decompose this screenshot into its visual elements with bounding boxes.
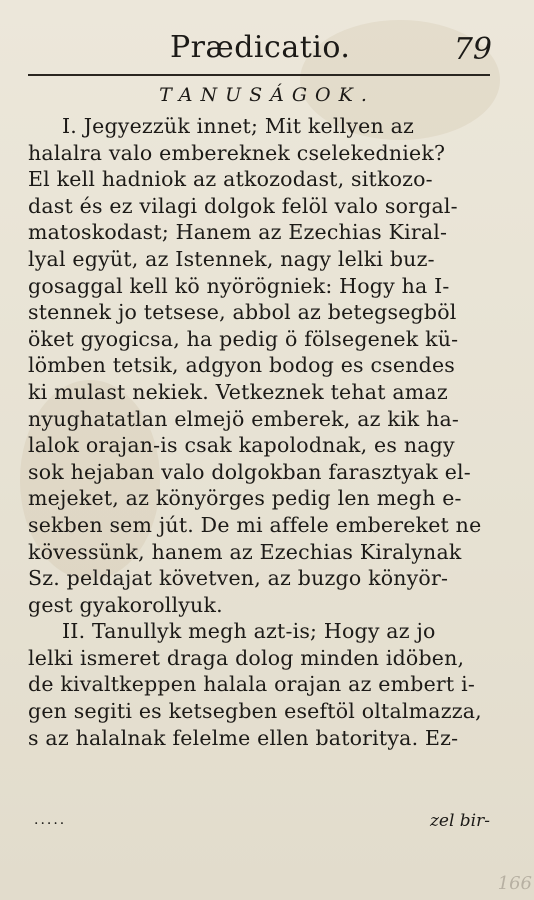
page-number: 79	[453, 32, 492, 67]
margin-note: 166	[497, 873, 532, 894]
text-line: lömben tetsik, adgyon bodog es csendes	[28, 353, 456, 378]
text-line: dast és ez vilagi dolgok felöl valo sorgal-	[28, 193, 458, 218]
text-line: öket gyogicsa, ha pedig ö fölsegenek kü-	[28, 326, 459, 351]
text-line: I. Jegyezzük innet; Mit kellyen az	[62, 114, 415, 138]
page-header	[28, 28, 504, 68]
text-line: ki mulast nekiek. Vetkeznek tehat amaz	[28, 379, 448, 404]
text-line: kövessünk, hanem az Ezechias Kiralynak	[28, 539, 462, 564]
text-line: sekben sem jút. De mi affele embereket ne	[28, 512, 482, 537]
text-line: mejeket, az könyörges pedig len megh e-	[28, 486, 462, 511]
section-heading: TANUSÁGOK.	[159, 84, 375, 106]
text-line: lelki ismeret draga dolog minden idöben,	[28, 645, 465, 670]
text-line: El kell hadniok az atkozodast, sitkozo-	[28, 167, 433, 192]
text-line: de kivaltkeppen halala orajan az embert i-	[28, 672, 475, 697]
text-line: s az halalnak felelme ellen batoritya. Ez-	[28, 725, 459, 750]
text-line: gen segiti es ketsegben eseftöl oltalmazza,	[28, 699, 482, 724]
text-line: sok hejaban valo dolgokban farasztyak el-	[28, 459, 471, 484]
header-rule	[28, 74, 490, 76]
ornament-dots: ·····	[34, 816, 67, 832]
body-text	[28, 113, 490, 751]
text-line: lyal együt, az Istennek, nagy lelki buz-	[28, 246, 435, 271]
running-title: Prædicatio.	[170, 30, 351, 65]
text-line: matoskodast; Hanem az Ezechias Kiral-	[28, 220, 448, 245]
text-line: gest gyakorollyuk.	[28, 592, 223, 617]
text-line: stennek jo tetsese, abbol az betegsegböl	[28, 300, 457, 325]
text-line: gosaggal kell kö nyörögniek: Hogy ha I-	[28, 273, 450, 298]
catchword: zel bir-	[429, 811, 490, 831]
text-line: Sz. peldajat követven, az buzgo könyör-	[28, 566, 449, 591]
text-line: lalok orajan-is csak kapolodnak, es nagy	[28, 433, 455, 458]
text-line: halalra valo embereknek cselekedniek?	[28, 140, 446, 165]
text-line: II. Tanullyk megh azt-is; Hogy az jo	[62, 619, 436, 644]
text-line: nyughatatlan elmejö emberek, az kik ha-	[28, 406, 460, 431]
